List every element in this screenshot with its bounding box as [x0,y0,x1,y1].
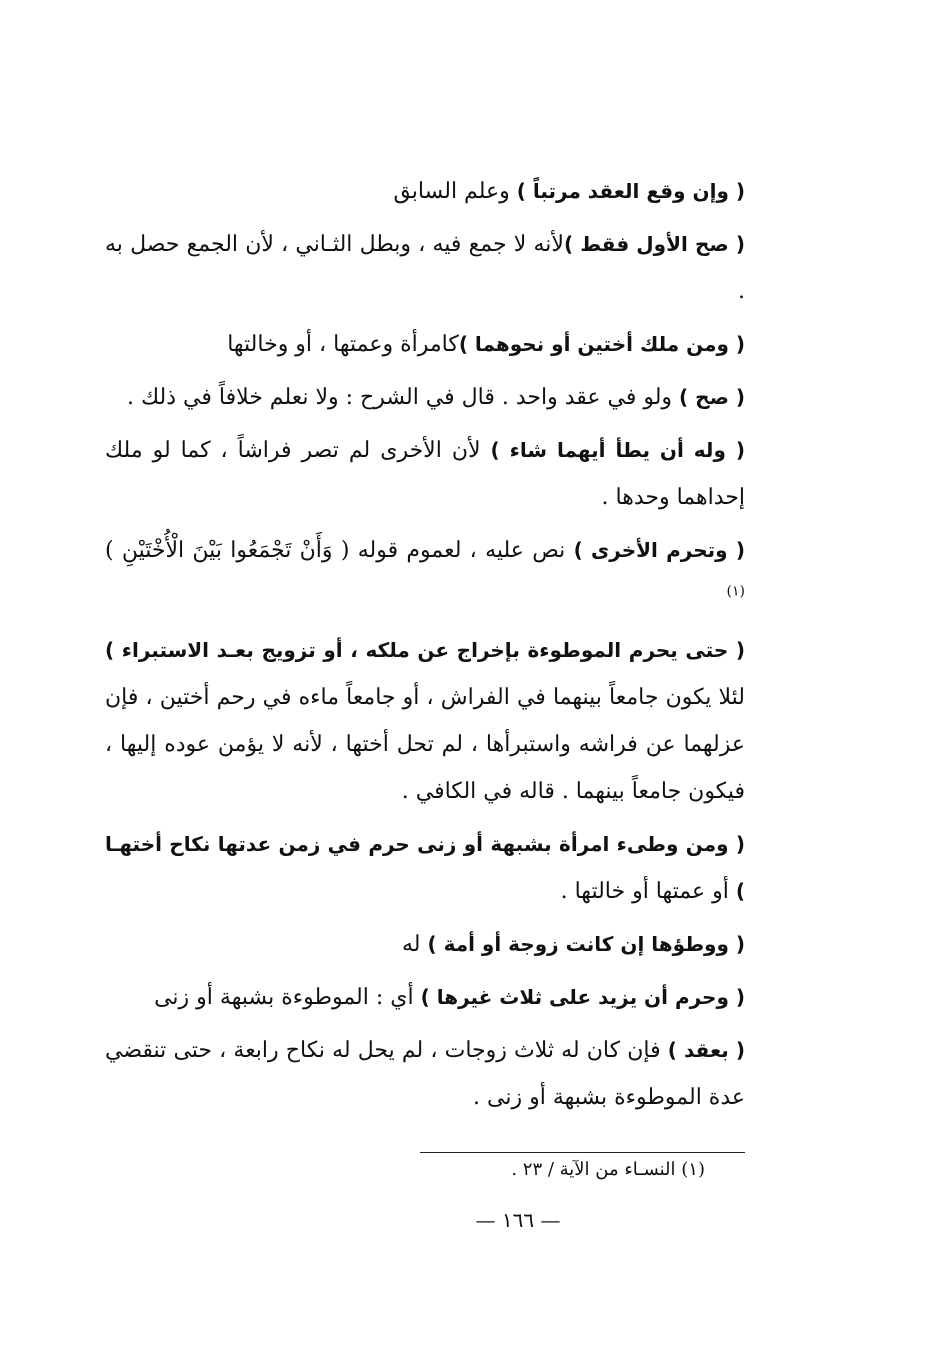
paragraph-11 [105,1027,745,1121]
matn-term: ( بعقد ) [667,1038,745,1062]
sharh-text: كامرأة وعمتها ، أو وخالتها [227,332,459,357]
matn-term: ( ومن وطىء امرأة بشبهة أو زنى حرم في زمن عدتها نكاح أختهـا ) [105,832,745,903]
sharh-text: ولو في عقد واحد . قال في الشرح : ولا نعلم خلافاً في ذلك . [127,385,680,410]
paragraph-5 [105,427,745,521]
paragraph-10 [105,974,745,1021]
sharh-text: أو عمتها أو خالتها . [560,879,736,904]
sharh-text: نص عليه ، لعموم قوله [349,538,574,563]
sharh-text: لأنه لا جمع فيه ، وبطل الثـاني ، لأن الجمع حصل به . [105,232,745,304]
matn-term: ( ووطؤها إن كانت زوجة أو أمة ) [427,932,745,956]
sharh-text: له [401,932,428,957]
matn-term: ( وتحرم الأخرى ) [573,538,745,562]
paragraph-3 [105,321,745,368]
paragraph-4 [105,374,745,421]
matn-term: ( وإن وقع العقد مرتباً ) [516,179,745,203]
sharh-text: وعلم السابق [393,179,517,204]
footnote: (١) النسـاء من الآية / ٢٣ . [511,1159,705,1180]
sharh-text: لئلا يكون جامعاً بينهما في الفراش ، أو جامعاً ماءه في رحم أختين ، فإن عزلهما عن فراشه واستبرأها ، لم تحل أختها ، لأنه لا يؤمن عوده إليها ، فيكون جامعاً بينهما . قاله في الكافي . [105,685,745,804]
paragraph-6 [105,527,745,621]
sharh-text: أي : الموطوءة بشبهة أو زنى [154,985,421,1010]
matn-term: ( صح الأول فقط ) [563,232,746,256]
paragraph-7 [105,627,745,815]
footnote-reference: (١) [726,583,745,600]
matn-term: ( ومن ملك أختين أو نحوهما ) [458,332,745,356]
sharh-text: لأن الأخرى لم تصر فراشاً ، كما لو ملك إحداهما وحدها . [105,438,745,510]
main-text [105,168,745,1127]
sharh-text: فإن كان له ثلاث زوجات ، لم يحل له نكاح رابعة ، حتى تنقضي عدة الموطوءة بشبهة أو زنى . [105,1038,745,1110]
paragraph-8 [105,821,745,915]
quran-verse: ( وَأَنْ تَجْمَعُوا بَيْنَ الْأُخْتَيْنِ ) [105,538,350,563]
page-number: — ١٦٦ — [475,1208,561,1232]
matn-term: ( وحرم أن يزيد على ثلاث غيرها ) [420,985,745,1009]
paragraph-2 [105,221,745,315]
paragraph-9 [105,921,745,968]
paragraph-1 [105,168,745,215]
matn-term: ( حتى يحرم الموطوءة بإخراج عن ملكه ، أو تزويج بعـد الاستبراء ) [105,638,745,662]
footnote-divider [420,1152,745,1153]
matn-term: ( وله أن يطأ أيهما شاء ) [490,438,745,462]
matn-term: ( صح ) [679,385,745,409]
